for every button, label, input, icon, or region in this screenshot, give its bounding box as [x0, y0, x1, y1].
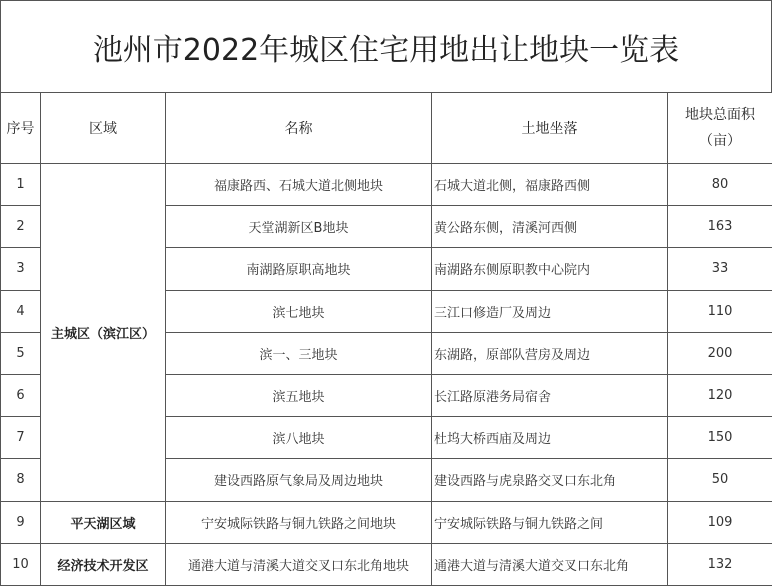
- row-name: 滨一、三地块: [166, 332, 432, 374]
- header-area-line2: （亩）: [668, 128, 772, 154]
- header-location: 土地坐落: [432, 93, 668, 164]
- table-row: [1, 543, 772, 585]
- row-location: 杜坞大桥西庙及周边: [432, 417, 668, 459]
- row-name: 滨八地块: [166, 417, 432, 459]
- row-location: 宁安城际铁路与铜九铁路之间: [432, 501, 668, 543]
- region-econ: 经济技术开发区: [41, 543, 166, 585]
- header-region: 区域: [41, 93, 166, 164]
- table-row: [1, 164, 772, 206]
- row-area: 33: [668, 248, 772, 290]
- region-main: 主城区（滨江区）: [41, 164, 166, 502]
- row-location: 三江口修造厂及周边: [432, 290, 668, 332]
- row-name: 通港大道与清溪大道交叉口东北角地块: [166, 543, 432, 585]
- row-location: 南湖路东侧原职教中心院内: [432, 248, 668, 290]
- row-name: 宁安城际铁路与铜九铁路之间地块: [166, 501, 432, 543]
- row-seq: 4: [1, 290, 41, 332]
- row-seq: 10: [1, 543, 41, 585]
- row-area: 120: [668, 374, 772, 416]
- row-location: 建设西路与虎泉路交叉口东北角: [432, 459, 668, 501]
- header-seq: 序号: [1, 93, 41, 164]
- row-name: 福康路西、石城大道北侧地块: [166, 164, 432, 206]
- row-location: 通港大道与清溪大道交叉口东北角: [432, 543, 668, 585]
- row-area: 163: [668, 206, 772, 248]
- row-seq: 1: [1, 164, 41, 206]
- row-name: 南湖路原职高地块: [166, 248, 432, 290]
- row-name: 滨七地块: [166, 290, 432, 332]
- row-area: 110: [668, 290, 772, 332]
- header-area: [668, 93, 772, 164]
- row-area: 150: [668, 417, 772, 459]
- row-location: 石城大道北侧，福康路西侧: [432, 164, 668, 206]
- row-area: 80: [668, 164, 772, 206]
- page-title: 池州市2022年城区住宅用地出让地块一览表: [0, 0, 772, 93]
- row-area: 50: [668, 459, 772, 501]
- row-name: 建设西路原气象局及周边地块: [166, 459, 432, 501]
- row-area: 109: [668, 501, 772, 543]
- row-location: 黄公路东侧，清溪河西侧: [432, 206, 668, 248]
- row-seq: 2: [1, 206, 41, 248]
- header-name: 名称: [166, 93, 432, 164]
- row-location: 长江路原港务局宿舍: [432, 374, 668, 416]
- row-seq: 9: [1, 501, 41, 543]
- row-area: 200: [668, 332, 772, 374]
- header-area-line1: 地块总面积: [668, 102, 772, 128]
- row-area: 132: [668, 543, 772, 585]
- row-seq: 5: [1, 332, 41, 374]
- region-pingtian: 平天湖区域: [41, 501, 166, 543]
- row-location: 东湖路，原部队营房及周边: [432, 332, 668, 374]
- row-name: 天堂湖新区B地块: [166, 206, 432, 248]
- land-parcel-table: [0, 92, 772, 586]
- row-name: 滨五地块: [166, 374, 432, 416]
- row-seq: 8: [1, 459, 41, 501]
- table-header-row: [1, 93, 772, 164]
- row-seq: 7: [1, 417, 41, 459]
- table-row: [1, 501, 772, 543]
- row-seq: 6: [1, 374, 41, 416]
- row-seq: 3: [1, 248, 41, 290]
